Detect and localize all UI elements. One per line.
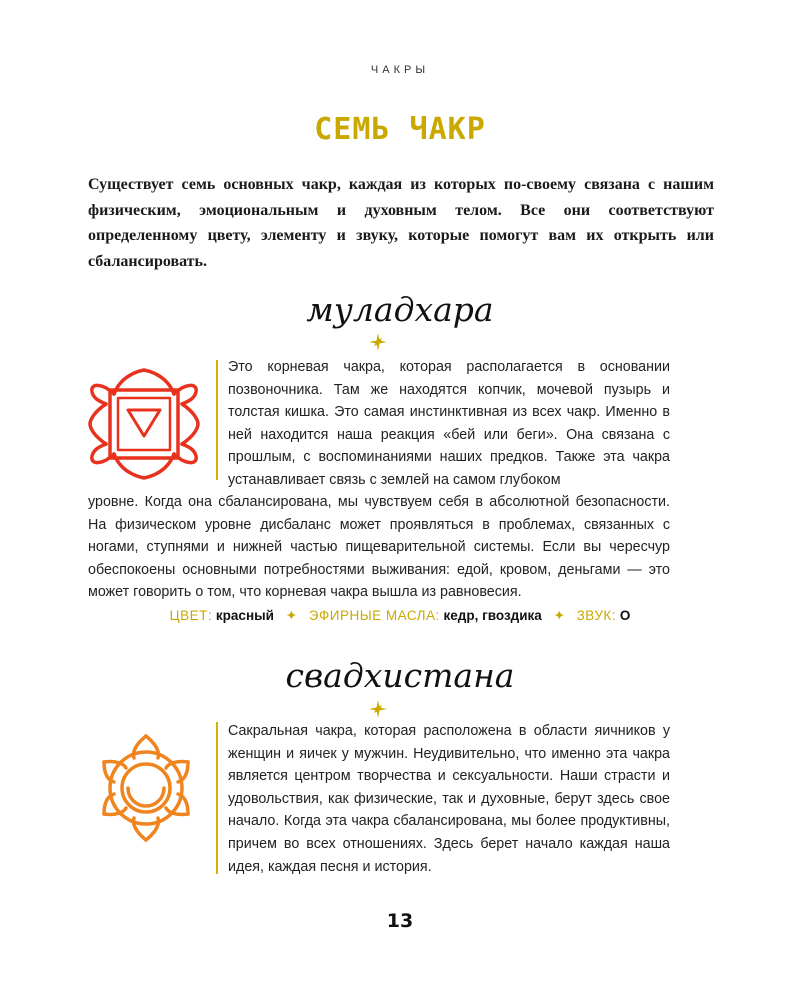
muladhara-attributes <box>0 608 800 624</box>
section-title-svadhisthana: свадхистана <box>285 656 515 695</box>
sound-value: О <box>619 608 631 623</box>
muladhara-text-full: уровне. Когда она сбалансирована, мы чувствуем себя в абсолютной безопасности. На физическом уровне дисбаланс может проявляться в проблемах, связанных с ногами, ступнями и нижней частью пищеварительной системы. Если вы чересчур обеспокоены основными потребностями выживания: едой, кровом, деньгами — это может говорить о том, что корневая чакра вышла из равновесия. <box>88 494 670 601</box>
running-head: ЧАКРЫ <box>370 64 430 76</box>
intro-paragraph: Существует семь основных чакр, каждая из которых по-своему связана с нашим физическим, эмоциональным и духовным телом. Все они соответствуют определенному цвету, элементу и звуку, которые помогут вам их открыть или сбалансировать. <box>88 176 714 270</box>
star-separator-icon: ✦ <box>553 608 565 623</box>
sound-label: ЗВУК: <box>576 608 617 623</box>
muladhara-paragraph-full <box>88 491 670 604</box>
svadhisthana-paragraph <box>228 720 670 878</box>
svadhisthana-symbol-icon <box>84 726 208 850</box>
star-separator-icon: ✦ <box>285 608 298 623</box>
star-divider-icon <box>369 700 387 718</box>
oils-label: ЭФИРНЫЕ МАСЛА: <box>308 608 440 623</box>
color-label: ЦВЕТ: <box>169 608 213 623</box>
color-value: красный <box>215 608 274 623</box>
muladhara-symbol-icon <box>84 364 204 484</box>
muladhara-text-wrapped: Это корневая чакра, которая располагается в основании позвоночника. Там же находятся копчик, мочевой пузырь и толстая кишка. Это самая инстинктивная из всех чакр. Именно в ней находится наша реакция «бей или беги». Она связана с прошлым, с воспоминаниями наших предков. Также эта чакра устанавливает связь с землей на самом глубоком <box>228 359 670 488</box>
star-divider-icon <box>369 333 387 351</box>
accent-bar <box>216 360 218 480</box>
section-title-muladhara: муладхара <box>306 290 494 329</box>
accent-bar <box>216 722 218 874</box>
page-title: СЕМЬ ЧАКР <box>314 112 486 147</box>
oils-value: кедр, гвоздика <box>443 608 542 623</box>
page-number: 13 <box>386 910 414 932</box>
muladhara-paragraph-wrapped <box>228 356 670 492</box>
svadhisthana-text: Сакральная чакра, которая расположена в области яичников у женщин и яичек у мужчин. Неудивительно, что именно эта чакра является центром творчества и сексуальности. Наши страсти и удовольствия, как физические, так и духовные, берут здесь свое начало. Когда эта чакра сбалансирована, мы более продуктивны, причем во всех отношениях. Здесь берет начало каждая наша идея, каждая песня и история. <box>228 723 670 875</box>
